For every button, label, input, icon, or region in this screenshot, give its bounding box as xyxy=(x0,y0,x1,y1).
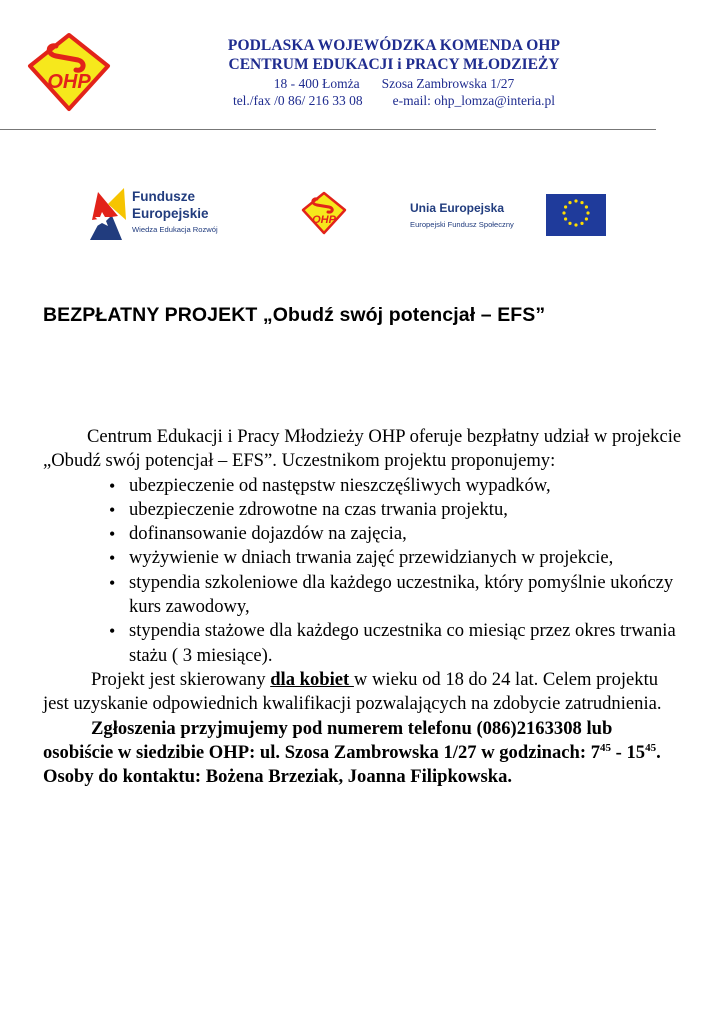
fe-line2: Europejskie xyxy=(132,206,209,221)
header-email[interactable]: e-mail: ohp_lomza@interia.pl xyxy=(392,93,556,108)
list-item: • ubezpieczenie zdrowotne na czas trwania projektu, xyxy=(105,498,683,522)
benefits-list xyxy=(43,474,683,668)
hour-from-sup: 45 xyxy=(600,741,611,754)
list-item: • wyżywienie w dniach trwania zajęć przewidzianych w projekcie, xyxy=(105,546,683,570)
header-divider xyxy=(0,129,656,130)
target-paragraph xyxy=(43,668,683,717)
contact-dash: - 15 xyxy=(611,741,646,763)
address-city: 18 - 400 Łomża xyxy=(273,76,360,91)
hour-to-sup: 45 xyxy=(645,741,657,754)
fe-line3: Wiedza Edukacja Rozwój xyxy=(132,225,218,234)
target-emphasis: dla kobiet xyxy=(270,668,354,690)
ohp-logo-text: OHP xyxy=(47,71,91,93)
header-line1: PODLASKA WOJEWÓDZKA KOMENDA OHP xyxy=(227,37,561,54)
ohp-logo xyxy=(26,32,112,112)
contact-text1: Zgłoszenia przyjmujemy pod numerem telefonu (086)2163308 lub osobiście w siedzibie OHP: ul. Szosa Zambrowska 1/27 w godzinach: 7 xyxy=(43,717,613,763)
list-item: • stypendia szkoleniowe dla każdego uczestnika, który pomyślnie ukończy kurs zawodowy, xyxy=(105,571,683,620)
list-item: • dofinansowanie dojazdów na zajęcia, xyxy=(105,522,683,546)
ue-line2: Europejski Fundusz Społeczny xyxy=(410,220,514,229)
target-post: w wieku od 18 do 24 lat. Celem projektu jest uzyskanie odpowiednich kwalifikacji pozwalających na zdobycie zatrudnienia. xyxy=(43,668,662,715)
ohp-small-logo xyxy=(300,191,348,235)
header-address xyxy=(150,76,638,92)
fe-line1: Fundusze xyxy=(132,189,195,204)
list-item: • ubezpieczenie od następstw nieszczęśliwych wypadków, xyxy=(105,474,683,498)
address-street: Szosa Zambrowska 1/27 xyxy=(381,76,515,91)
contact-text2: . Osoby do kontaktu: Bożena Brzeziak, Joanna Filipkowska. xyxy=(43,741,661,788)
header-phone: tel./fax /0 86/ 216 33 08 xyxy=(232,93,363,108)
fundusze-europejskie-logo xyxy=(88,186,248,242)
header-contact xyxy=(150,93,638,109)
unia-europejska-logo xyxy=(410,192,608,238)
header-line2: CENTRUM EDUKACJI i PRACY MŁODZIEŻY xyxy=(228,56,560,73)
ue-line1: Unia Europejska xyxy=(410,201,505,215)
contact-paragraph xyxy=(43,717,683,790)
document-body xyxy=(43,425,683,789)
target-pre: Projekt jest skierowany xyxy=(91,668,271,690)
page-title: BEZPŁATNY PROJEKT „Obudź swój potencjał – EFS” xyxy=(43,304,546,326)
list-item: • stypendia stażowe dla każdego uczestnika co miesiąc przez okres trwania stażu ( 3 miesiące). xyxy=(105,619,683,668)
intro-paragraph: Centrum Edukacji i Pracy Młodzieży OHP oferuje bezpłatny udział w projekcie „Obudź swój potencjał – EFS”. Uczestnikom projektu proponujemy: xyxy=(43,426,682,472)
ohp-small-text: OHP xyxy=(312,214,336,226)
